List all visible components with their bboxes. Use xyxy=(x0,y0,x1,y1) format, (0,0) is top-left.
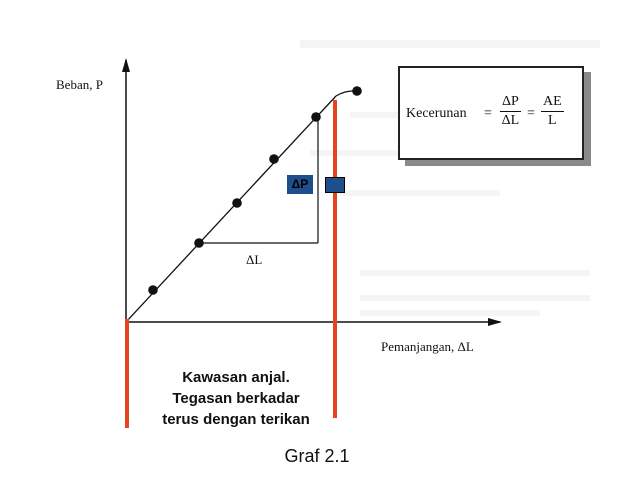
data-point xyxy=(311,112,321,122)
x-axis-arrow-icon xyxy=(488,318,502,326)
formula-equals-1: = xyxy=(484,106,492,121)
formula-equals-2: = xyxy=(527,106,535,121)
data-point xyxy=(269,154,279,164)
delta-l-label: ΔL xyxy=(246,252,263,267)
y-axis-arrow-icon xyxy=(122,58,130,72)
data-point xyxy=(148,285,158,295)
fraction-denominator: L xyxy=(548,113,557,128)
marker-square xyxy=(325,177,345,193)
data-point xyxy=(194,238,204,248)
fraction-numerator: AE xyxy=(541,93,564,112)
x-axis-label: Pemanjangan, ΔL xyxy=(381,339,474,354)
y-axis-label: Beban, P xyxy=(56,77,103,92)
data-point xyxy=(352,86,362,96)
elastic-line xyxy=(126,96,336,322)
caption-line: Tegasan berkadar xyxy=(172,390,300,407)
elastic-region-caption xyxy=(147,367,325,430)
delta-p-badge xyxy=(287,175,313,194)
caption-line: terus dengan terikan xyxy=(162,411,310,428)
fraction-ae-l xyxy=(541,93,564,130)
data-point xyxy=(232,198,242,208)
formula-label: Kecerunan xyxy=(406,106,467,121)
fraction-numerator: ΔP xyxy=(500,93,521,112)
fraction-delta xyxy=(500,93,521,130)
figure-title: Graf 2.1 xyxy=(284,446,350,466)
fraction-denominator: ΔL xyxy=(501,113,520,128)
formula-box xyxy=(398,66,584,160)
delta-p-label: ΔP xyxy=(291,177,309,191)
caption-line: Kawasan anjal. xyxy=(182,369,290,386)
